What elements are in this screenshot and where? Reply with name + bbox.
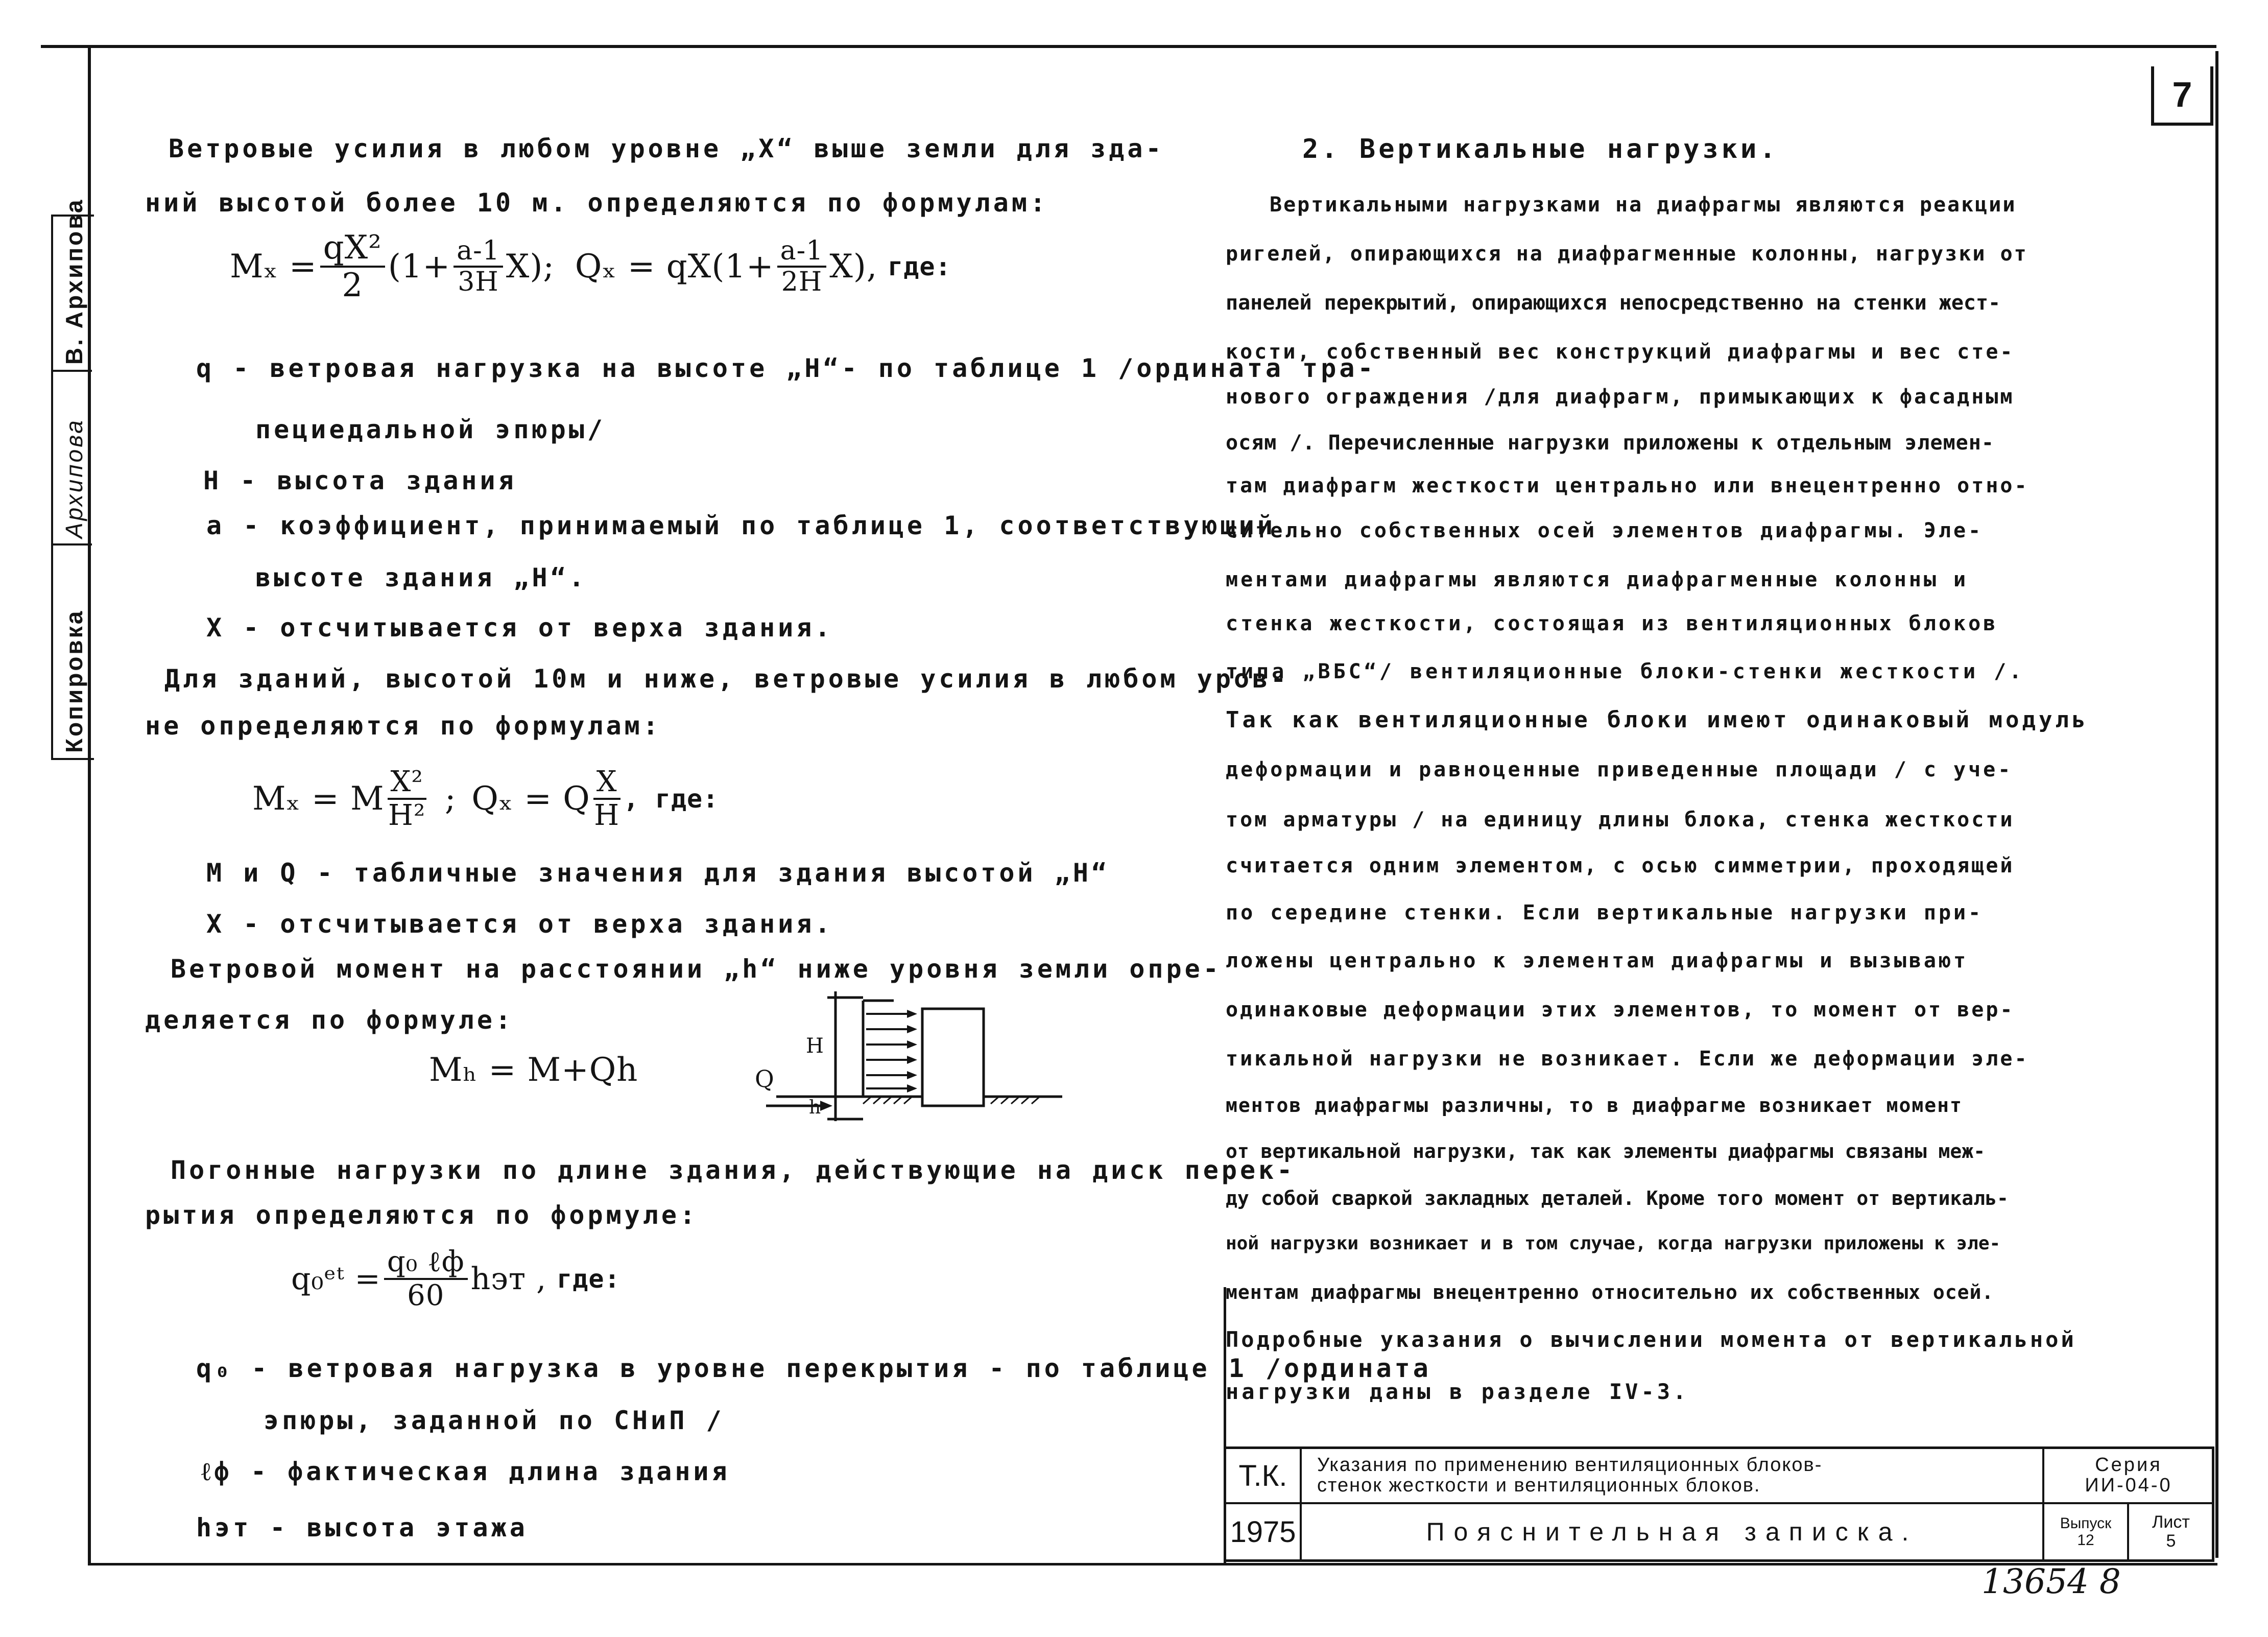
formula-2-qx-lhs: Qₓ = Q (471, 779, 590, 818)
def-q0-line2: эпюры, заданной по СНиП / (264, 1406, 725, 1435)
tb-sheet (2129, 1504, 2213, 1559)
tb-series-label: Серия (2095, 1454, 2162, 1476)
formula-1 (230, 230, 951, 304)
wind-arrow-head (907, 1040, 917, 1049)
wind-arrow-head (907, 1056, 917, 1064)
right-line: ду собой сваркой закладных деталей. Кроме того момент от вертикаль- (1226, 1187, 2009, 1209)
tb-issue-value: 12 (2077, 1532, 2094, 1549)
right-line: одинаковые деформации этих элементов, то момент от вер- (1226, 998, 2015, 1022)
formula-4-fraction (384, 1246, 468, 1311)
formula-2 (252, 766, 719, 831)
formula-2-fraction-a (388, 766, 426, 831)
side-stamp (51, 198, 94, 760)
formula-4-den: 60 (407, 1278, 445, 1312)
footer-number: 13654 8 (1981, 1562, 2121, 1601)
right-line: нагрузки даны в разделе IV-3. (1226, 1379, 1689, 1404)
formula-2-sep: ; (444, 779, 457, 818)
right-line: панелей перекрытий, опирающихся непосредственно на стенки жест- (1226, 291, 2001, 315)
formula-1-fraction-b (453, 236, 503, 297)
side-stamp-copying: Копировка (61, 609, 87, 753)
right-line: Вертикальными нагрузками на диафрагмы являются реакции (1270, 193, 2017, 217)
formula-4-lhs: q₀ᵉᵗ = (291, 1261, 381, 1297)
tb-sheet-label: Лист (2152, 1512, 2190, 1532)
frame-right-line (2215, 51, 2218, 1558)
def-het: hэт - высота этажа (196, 1513, 528, 1543)
right-line: ригелей, опирающихся на диафрагменные колонны, нагрузки от (1226, 242, 2028, 266)
right-line: по середине стенки. Если вертикальные нагрузки при- (1226, 901, 1984, 924)
formula-1-mx-tail: X); (506, 248, 555, 286)
formula-4-gde: где: (557, 1264, 620, 1294)
diagram-label-q: Q (755, 1065, 774, 1093)
tb-title-line1: Указания по применению вентиляционных блоков- (1317, 1454, 1823, 1476)
right-line: тикальной нагрузки не возникает. Если же деформации эле- (1226, 1047, 2029, 1071)
def-lf: ℓф - фактическая длина здания (201, 1457, 730, 1486)
wind-arrow-head (907, 1010, 917, 1018)
left-p4-line1: Погонные нагрузки по длине здания, действующие на диск перек- (171, 1155, 1296, 1185)
formula-1-mx-lhs: Mₓ = (230, 248, 317, 286)
formula-2-gde: , где: (623, 784, 719, 814)
formula-1-qx-frac-num: a-1 (777, 236, 827, 268)
formula-4 (291, 1246, 620, 1311)
right-line: нового ограждения /для диафрагм, примыкающих к фасадным (1226, 385, 2015, 409)
def-mq: M и Q - табличные значения для здания высотой „H“ (206, 858, 1110, 888)
wind-arrow-head (907, 1084, 917, 1093)
right-line: считается одним элементом, с осью симметрии, проходящей (1226, 854, 2015, 877)
formula-2-mx-lhs: Mₓ = M (252, 779, 385, 818)
right-line: ментами диафрагмы являются диафрагменные колонны и (1226, 568, 1969, 591)
tb-issue-label: Выпуск (2060, 1515, 2112, 1532)
left-p2-line2: не определяются по формулам: (145, 711, 661, 741)
right-line: ментов диафрагмы различны, то в диафрагме возникает момент (1226, 1094, 1963, 1117)
def-x2: X - отсчитывается от верха здания. (206, 909, 833, 939)
right-line: стенка жесткости, состоящая из вентиляционных блоков (1226, 612, 1998, 635)
formula-1-qx-lhs: Qₓ = qX(1+ (575, 248, 774, 286)
tb-series-value: ИИ-04-0 (2085, 1475, 2172, 1496)
force-q-arrow-head (820, 1101, 832, 1111)
right-line: ложены центрально к элементам диафрагмы и вызывают (1226, 949, 1969, 972)
def-a-line2: высоте здания „H“. (255, 563, 587, 592)
def-x: X - отсчитывается от верха здания. (206, 613, 833, 643)
formula-2-qx-den: H (594, 798, 620, 832)
diagram-label-h-upper: H (806, 1034, 824, 1058)
side-stamp-divider (53, 543, 92, 545)
right-line: Подробные указания о вычислении момента от вертикальной (1226, 1327, 2076, 1352)
formula-1-qx-tail: X), (829, 248, 878, 286)
right-heading: 2. Вертикальные нагрузки. (1302, 134, 1779, 164)
formula-1-fraction-a (320, 230, 385, 304)
page-number-box (2151, 66, 2213, 126)
formula-1-mx-num: qX² (320, 230, 385, 268)
formula-1-fraction-c (777, 236, 827, 297)
right-line: там диафрагм жесткости центрально или внецентренно отно- (1226, 474, 2029, 497)
def-q-line2: пециедальной эпюры/ (255, 415, 606, 444)
right-line: том арматуры / на единицу длины блока, стенка жесткости (1226, 808, 2015, 832)
right-line: ной нагрузки возникает и в том случае, когда нагрузки приложены к эле- (1226, 1233, 2001, 1254)
wind-arrow-head (907, 1071, 917, 1079)
title-block (1224, 1446, 2214, 1562)
right-line: кости, собственный вес конструкций диафрагмы и вес сте- (1226, 340, 2015, 364)
tb-year: 1975 (1230, 1515, 1296, 1549)
formula-2-qx-num: X (593, 766, 620, 800)
tb-subtitle: Пояснительная записка. (1426, 1517, 1918, 1546)
formula-2-mx-num: X² (388, 766, 426, 800)
formula-4-tail: hэт , (470, 1261, 547, 1297)
right-line: сительно собственных осей элементов диафрагмы. Эле- (1226, 519, 1984, 542)
def-h: H - высота здания (203, 466, 517, 495)
left-p3-line2: деляется по формуле: (145, 1005, 514, 1035)
formula-1-mx-frac-num: a-1 (453, 236, 503, 268)
formula-2-mx-den: H² (388, 798, 426, 832)
right-line: деформации и равноценные приведенные площади / с уче- (1226, 758, 2013, 781)
def-q-line1: q - ветровая нагрузка на высоте „H“- по таблице 1 /ордината тра- (196, 353, 1376, 383)
formula-2-fraction-b (593, 766, 620, 831)
tb-sheet-value: 5 (2166, 1531, 2176, 1551)
right-line: ментам диафрагмы внецентренно относительно их собственных осей. (1226, 1281, 1994, 1303)
formula-1-mx-den: 2 (342, 267, 364, 305)
left-p2-line1: Для зданий, высотой 10м и ниже, ветровые усилия в любом уров- (164, 664, 1290, 694)
side-stamp-name: В. Архипова (61, 198, 87, 365)
formula-3: Mₕ = M+Qh (429, 1051, 638, 1089)
tb-series (2044, 1449, 2213, 1502)
right-line: типа „ВБС“/ вентиляционные блоки-стенки жесткости /. (1226, 660, 2025, 683)
left-p3-line1: Ветровой момент на расстоянии „h“ ниже уровня земли опре- (171, 954, 1222, 984)
formula-1-gde: где: (888, 252, 951, 282)
formula-1-qx-frac-den: 2H (781, 267, 823, 298)
side-stamp-signature: Архипова (61, 418, 87, 538)
formula-1-mx-paren: (1+ (388, 248, 451, 286)
tb-tk: Т.К. (1238, 1459, 1287, 1492)
side-stamp-divider (53, 370, 92, 372)
left-p1-line2: ний высотой более 10 м. определяются по формулам: (145, 188, 1049, 218)
right-line: осям /. Перечисленные нагрузки приложены к отдельным элемен- (1226, 431, 1994, 455)
left-p1-line1: Ветровые усилия в любом уровне „X“ выше земли для зда- (169, 134, 1164, 163)
formula-1-mx-frac-den: 3H (458, 267, 499, 298)
right-line: от вертикальной нагрузки, так как элементы диафрагмы связаны меж- (1226, 1140, 1986, 1162)
building-outline (922, 1009, 984, 1106)
frame-bottom-line (88, 1563, 2217, 1565)
tb-title-line2: стенок жесткости и вентиляционных блоков. (1317, 1475, 1761, 1496)
tb-title (1302, 1449, 2042, 1502)
wind-arrow-head (907, 1025, 917, 1033)
right-line: Так как вентиляционные блоки имеют одинаковый модуль (1226, 707, 2089, 733)
page-number: 7 (2172, 75, 2192, 114)
left-p4-line2: рытия определяются по формуле: (145, 1200, 699, 1230)
tb-issue (2044, 1504, 2127, 1559)
wind-load-diagram (735, 988, 1093, 1126)
def-a-line1: a - коэффициент, принимаемый по таблице 1, соответствующий (206, 511, 1276, 540)
def-q0-line1: q₀ - ветровая нагрузка в уровне перекрытия - по таблице 1 /ордината (196, 1354, 1431, 1383)
formula-4-num: q₀ ℓф (384, 1246, 468, 1280)
frame-top-line (41, 45, 2216, 48)
diagram-label-h-lower: h (809, 1097, 821, 1118)
